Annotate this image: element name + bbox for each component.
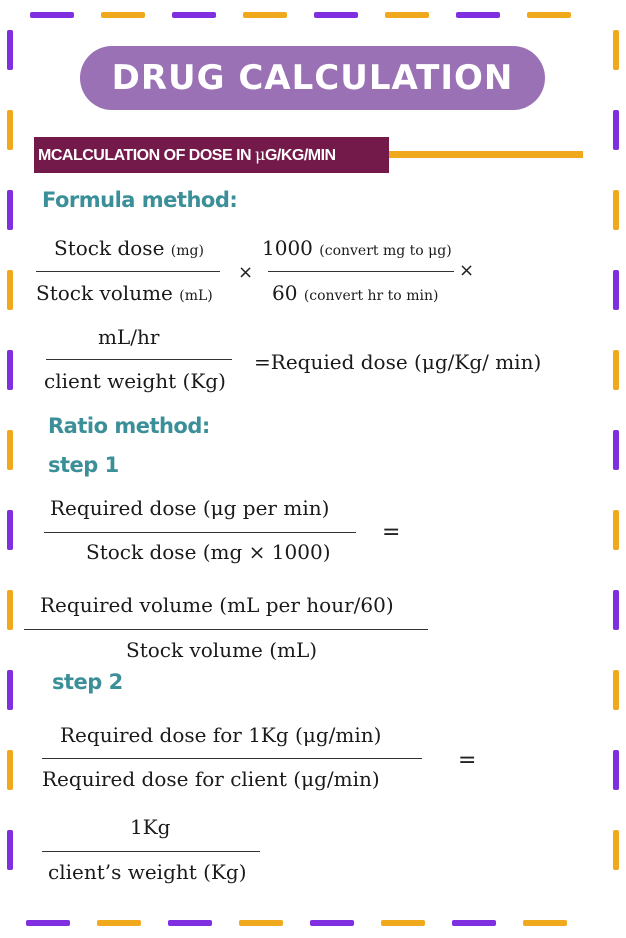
border-dash	[456, 12, 500, 18]
border-dash	[613, 670, 619, 710]
border-dash	[310, 920, 354, 926]
border-dash	[101, 12, 145, 18]
border-dash	[97, 920, 141, 926]
step2-frac-a-rule	[42, 758, 422, 759]
formula-method-heading: Formula method:	[42, 188, 238, 212]
times-sign-2: ×	[459, 260, 475, 281]
border-dash	[172, 12, 216, 18]
frac1-rule	[36, 271, 220, 272]
border-dash	[168, 920, 212, 926]
step2-frac-b-rule	[42, 851, 260, 852]
border-dash	[7, 270, 13, 310]
border-dash	[26, 920, 70, 926]
frac1-denominator: Stock volume (mL)	[36, 281, 213, 305]
formula-result: =Requied dose (μg/Kg/ min)	[254, 350, 542, 374]
times-sign-1: ×	[238, 262, 254, 283]
border-dash	[7, 190, 13, 230]
border-dash	[613, 510, 619, 550]
page-title: DRUG CALCULATION	[80, 46, 545, 110]
step1-equals: =	[382, 520, 401, 545]
border-dash	[7, 750, 13, 790]
border-dash	[613, 590, 619, 630]
step1-frac-a-rule	[44, 532, 356, 533]
frac2-rule	[268, 271, 454, 272]
mu-symbol: μ	[255, 145, 265, 164]
frac2-numerator: 1000 (convert mg to μg)	[262, 236, 452, 260]
border-dash	[385, 12, 429, 18]
border-dash	[613, 190, 619, 230]
step1-frac-b-denominator: Stock volume (mL)	[126, 638, 318, 662]
frac1-numerator: Stock dose (mg)	[54, 236, 204, 260]
border-dash	[7, 430, 13, 470]
border-dash	[613, 350, 619, 390]
step1-frac-a-denominator: Stock dose (mg × 1000)	[86, 540, 331, 564]
frac2-denominator: 60 (convert hr to min)	[272, 281, 439, 305]
border-dash	[613, 430, 619, 470]
step1-label: step 1	[48, 453, 119, 477]
border-dash	[523, 920, 567, 926]
frac3-rule	[46, 359, 232, 360]
section-prefix: MCALCULATION OF DOSE IN	[38, 147, 256, 164]
border-dash	[7, 830, 13, 870]
border-dash	[239, 920, 283, 926]
step1-frac-b-numerator: Required volume (mL per hour/60)	[40, 593, 394, 617]
border-dash	[7, 110, 13, 150]
border-dash	[381, 920, 425, 926]
step2-frac-a-numerator: Required dose for 1Kg (μg/min)	[60, 723, 382, 747]
border-dash	[452, 920, 496, 926]
border-dash	[613, 750, 619, 790]
section-suffix: G/KG/MIN	[264, 147, 336, 164]
step2-frac-b-denominator: client’s weight (Kg)	[48, 860, 247, 884]
step1-frac-a-numerator: Required dose (μg per min)	[50, 496, 330, 520]
border-dash	[7, 670, 13, 710]
section-banner	[34, 137, 389, 173]
border-dash	[7, 30, 13, 70]
frac3-denominator: client weight (Kg)	[44, 369, 226, 393]
border-dash	[314, 12, 358, 18]
border-dash	[613, 270, 619, 310]
border-dash	[613, 830, 619, 870]
step1-frac-b-rule	[24, 629, 428, 630]
ratio-method-heading: Ratio method:	[48, 414, 210, 438]
border-dash	[613, 30, 619, 70]
border-dash	[7, 510, 13, 550]
step2-frac-a-denominator: Required dose for client (μg/min)	[42, 767, 380, 791]
border-dash	[613, 110, 619, 150]
border-dash	[7, 590, 13, 630]
step2-equals: =	[458, 748, 477, 773]
frac3-numerator: mL/hr	[98, 325, 160, 349]
border-dash	[527, 12, 571, 18]
step2-label: step 2	[52, 670, 123, 694]
banner-underline	[389, 151, 583, 158]
border-dash	[7, 350, 13, 390]
border-dash	[30, 12, 74, 18]
step2-frac-b-numerator: 1Kg	[130, 815, 171, 839]
border-dash	[243, 12, 287, 18]
